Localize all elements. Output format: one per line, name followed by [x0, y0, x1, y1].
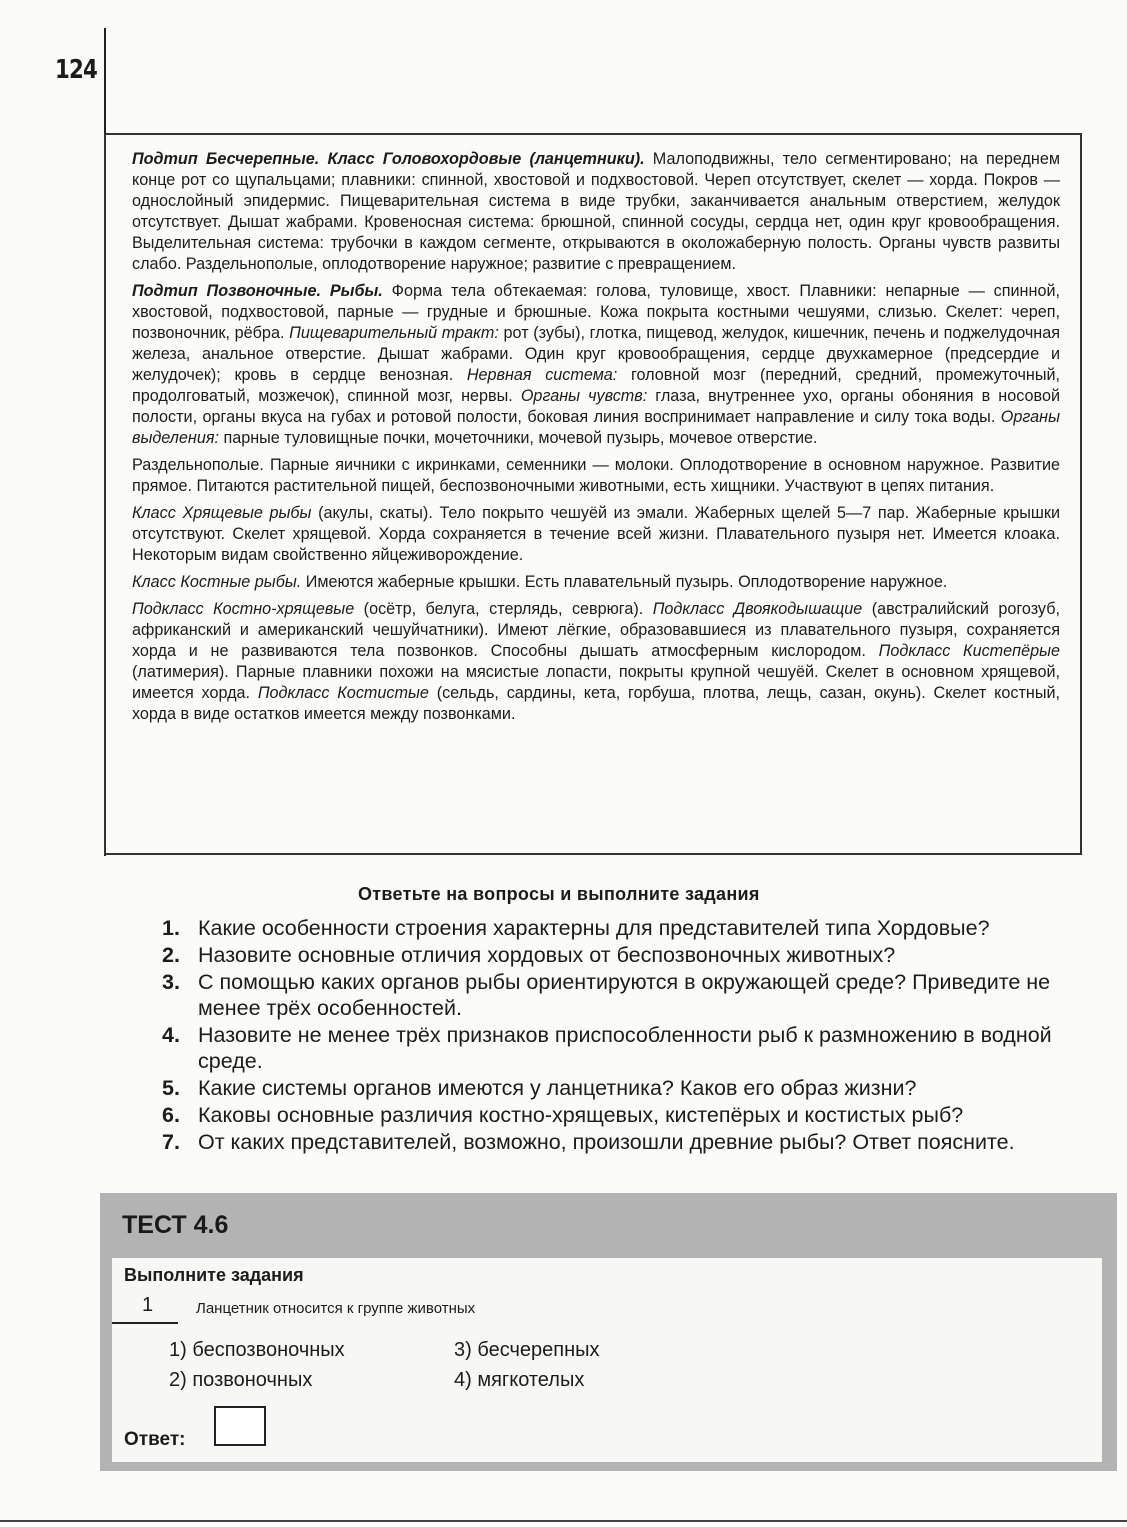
answer-option-3[interactable]: 3) бесчерепных [454, 1339, 600, 1361]
answer-input-box[interactable] [214, 1406, 266, 1446]
info-text: (сельдь, сардины, кета, горбуша, плотва, лещь, сазан, окунь). Скелет костный, хорда в виде остатков имеется между позвонками. [132, 684, 1060, 723]
task-number-underline [112, 1322, 178, 1324]
question-item [162, 1075, 1088, 1101]
answer-label: Ответ: [124, 1429, 186, 1450]
info-text: (латимерия). Парные плавники похожи на мясистые лопасти, покрыты крупной чешуёй. Скелет в основном хрящевой, имеется хорда. [132, 663, 1060, 702]
answer-option-2[interactable]: 2) позвоночных [169, 1369, 313, 1391]
question-text: От каких представителей, возможно, произошли древние рыбы? Ответ поясните. [198, 1130, 1015, 1154]
question-text: Назовите не менее трёх признаков приспособленности рыб к размножению в водной среде. [198, 1023, 1052, 1073]
info-text: головной мозг (передний, средний, промежуточный, продолговатый, мозжечок), спинной мозг, нервы. [132, 366, 1060, 405]
question-text: С помощью каких органов рыбы ориентируются в окружающей среде? Приведите не менее трёх особенностей. [198, 970, 1051, 1020]
question-number: 7. [162, 1130, 180, 1154]
question-item [162, 915, 1088, 941]
info-text: (акулы, скаты). Тело покрыто чешуёй из эмали. Жаберных щелей 5—7 пар. Жаберные крышки отсутствуют. Скелет хрящевой. Хорда сохраняется в течение всей жизни. Плавательного пузыря нет. Имеется клоака. Некоторым видам свойственно яйцеживорождение. [132, 504, 1060, 564]
info-term: Класс Костные рыбы. [132, 573, 302, 591]
info-term: Подкласс Двоякодышащие [652, 600, 863, 618]
info-paragraph-fish [132, 281, 1060, 449]
tasks-heading: Выполните задания [124, 1265, 304, 1285]
info-term: Подкласс Костно-хрящевые [132, 600, 355, 618]
question-text: Каковы основные различия костно-хрящевых, кистепёрых и костистых рыб? [198, 1103, 964, 1127]
question-number: 1. [162, 916, 180, 940]
question-item [162, 969, 1088, 1021]
task-number: 1 [142, 1294, 154, 1316]
test-title: ТЕСТ 4.6 [122, 1211, 229, 1239]
info-term: Класс Хрящевые рыбы [132, 504, 312, 522]
info-text: парные туловищные почки, мочеточники, мочевой пузырь, мочевое отверстие. [218, 429, 818, 447]
info-heading: Подтип Позвоночные. Рыбы. [132, 282, 383, 300]
page-number: 124 [55, 55, 98, 85]
answer-option-4[interactable]: 4) мягкотелых [454, 1369, 585, 1391]
info-text: Имеются жаберные крышки. Есть плавательный пузырь. Оплодотворение наружное. [301, 573, 948, 591]
question-item [162, 1102, 1088, 1128]
info-text: Форма тела обтекаемая: голова, туловище, хвост. Плавники: непарные — спинной, хвостовой, подхвостовой, парные — грудные и брюшные. Кожа покрыта костными чешуями, слизью. Скелет: череп, позвоночник, рёбра. [132, 282, 1060, 342]
question-number: 4. [162, 1023, 180, 1047]
info-paragraph-cartilaginous [132, 503, 1060, 566]
info-paragraph-bony [132, 572, 1060, 593]
question-text: Какие системы органов имеются у ланцетника? Каков его образ жизни? [198, 1076, 917, 1100]
answer-option-1[interactable]: 1) беспозвоночных [169, 1339, 345, 1361]
info-text: глаза, внутреннее ухо, органы обоняния в носовой полости, органы вкуса на губах и ротовой полости, боковая линия воспринимает направление и силу тока воды. [132, 387, 1060, 426]
test-panel [100, 1193, 1117, 1471]
task-text: Ланцетник относится к группе животных [196, 1300, 476, 1317]
info-paragraph-reproduction [132, 455, 1060, 497]
question-item [162, 942, 1088, 968]
info-term: Подкласс Костистые [257, 684, 429, 702]
question-number: 5. [162, 1076, 180, 1100]
info-term: Пищеварительный тракт: [289, 324, 499, 342]
questions-title: Ответьте на вопросы и выполните задания [358, 884, 760, 904]
question-text: Какие особенности строения характерны для представителей типа Хордовые? [198, 916, 990, 940]
question-item [162, 1022, 1088, 1074]
question-item [162, 1129, 1088, 1155]
info-term: Органы выделения: [132, 408, 1060, 447]
info-term: Нервная система: [466, 366, 618, 384]
info-term: Подкласс Кистепёрые [878, 642, 1060, 660]
info-text: (осётр, белуга, стерлядь, севрюга). [354, 600, 653, 618]
info-text: Малоподвижны, тело сегментировано; на переднем конце рот со щупальцами; плавники: спинной, хвостовой и подхвостовой. Череп отсутствует, скелет — хорда. Покров — однослойный эпидермис. Пищеварительная система в виде трубки, заканчивается анальным отверстием, желудок отсутствует. Дышат жабрами. Кровеносная система: брюшной, спинной сосуды, сердца нет, один круг кровообращения. Выделительная система: трубочки в каждом сегменте, открываются в околожаберную полость. Органы чувств развиты слабо. Раздельнополые, оплодотворение наружное; развитие с превращением. [132, 150, 1060, 273]
bottom-rule [0, 1520, 1127, 1522]
question-text: Назовите основные отличия хордовых от беспозвоночных животных? [198, 943, 896, 967]
question-number: 3. [162, 970, 180, 994]
info-heading: Подтип Бесчерепные. Класс Головохордовые (ланцетники). [132, 150, 645, 168]
test-task-area [112, 1258, 1102, 1462]
info-box [104, 133, 1082, 855]
info-term: Органы чувств: [520, 387, 648, 405]
info-text: Раздельнополые. Парные яичники с икринками, семенники — молоки. Оплодотворение в основном наружное. Развитие прямое. Питаются растительной пищей, беспозвоночными животными, есть хищники. Участвуют в цепях питания. [132, 456, 1060, 495]
info-paragraph-lancelets [132, 149, 1060, 275]
info-paragraph-subclasses [132, 599, 1060, 725]
questions-list [162, 915, 1088, 1156]
info-text: (австралийский рогозуб, африканский и американский чешуйчатники). Имеют лёгкие, образовавшиеся из плавательного пузыря, сохраняется хорда и не развиваются тела позвонков. Способны дышать атмосферным кислородом. [132, 600, 1060, 660]
question-number: 2. [162, 943, 180, 967]
question-number: 6. [162, 1103, 180, 1127]
info-text: рот (зубы), глотка, пищевод, желудок, кишечник, печень и поджелудочная железа, анальное отверстие. Дышат жабрами. Один круг кровообращения, сердце двухкамерное (предсердие и желудочек); кровь в сердце венозная. [132, 324, 1060, 384]
